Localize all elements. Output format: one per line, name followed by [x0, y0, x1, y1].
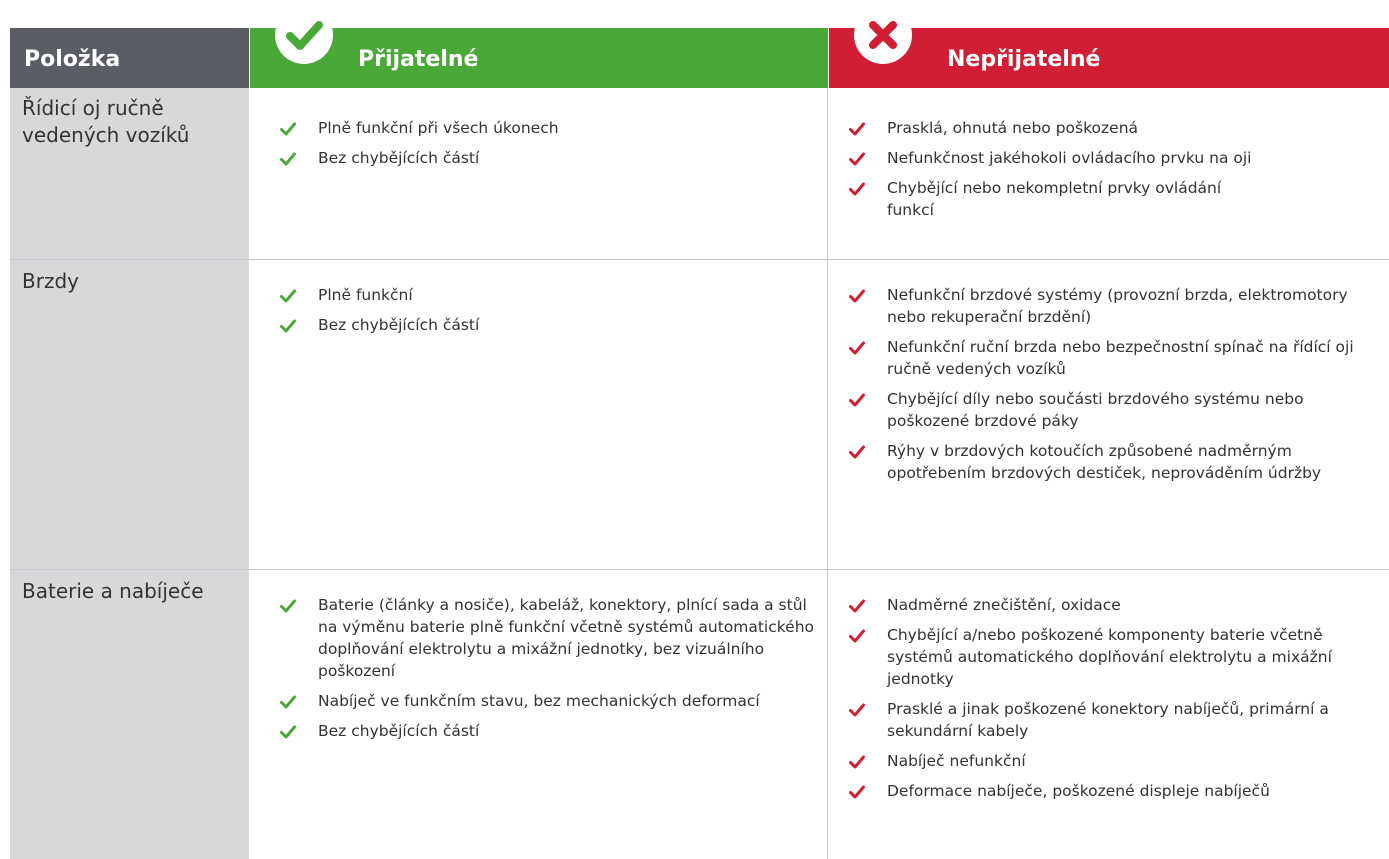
list-item: Rýhy v brzdových kotoučích způsobené nadměrným opotřebením brzdových destiček, neprováděním údržby: [849, 440, 1367, 484]
list-item: Prasklé a jinak poškozené konektory nabíječů, primární a sekundární kabely: [849, 698, 1387, 742]
check-icon: [849, 287, 865, 301]
check-icon: [280, 317, 296, 331]
check-icon: [849, 443, 865, 457]
row-item-name: Baterie a nabíječe: [22, 579, 204, 603]
inspection-table: [10, 28, 1389, 859]
header-acceptable-label: Přijatelné: [358, 47, 479, 72]
list-item: Nabíječ ve funkčním stavu, bez mechanických deformací: [280, 690, 788, 712]
check-icon: [849, 180, 865, 194]
list-item: Nefunkční brzdové systémy (provozní brzda, elektromotory nebo rekuperační brzdění): [849, 284, 1357, 328]
header-acceptable-cell: [250, 28, 828, 88]
list-item: Chybějící a/nebo poškozené komponenty baterie včetně systémů automatického doplňování elektrolytu a mixážní jednotky: [849, 624, 1387, 690]
row-divider: [10, 569, 1389, 570]
unacceptable-list: [849, 117, 1349, 229]
check-icon: [849, 701, 865, 715]
acceptable-list: [280, 284, 820, 344]
check-icon: [849, 627, 865, 641]
check-icon: [280, 120, 296, 134]
check-icon: [849, 783, 865, 797]
list-item: Chybějící nebo nekompletní prvky ovládání funkcí: [849, 177, 1267, 221]
check-icon: [849, 339, 865, 353]
check-icon: [280, 597, 296, 611]
acceptable-list: [280, 117, 820, 177]
header-item-cell: [10, 28, 249, 88]
check-circle-icon: [275, 6, 333, 64]
check-icon: [280, 287, 296, 301]
list-item: Baterie (články a nosiče), kabeláž, konektory, plnící sada a stůl na výměnu baterie plně funkční včetně systémů automatického doplňování elektrolytu a mixážní jednotky, bez vizuálního poškození: [280, 594, 820, 682]
check-icon: [849, 391, 865, 405]
list-item: Nefunkčnost jakéhokoli ovládacího prvku na oji: [849, 147, 1349, 169]
list-item: Chybějící díly nebo součásti brzdového systému nebo poškozené brzdové páky: [849, 388, 1387, 432]
list-item: Bez chybějících částí: [280, 147, 820, 169]
check-icon: [849, 597, 865, 611]
check-icon: [280, 723, 296, 737]
row-divider: [10, 259, 1389, 260]
list-item: Nabíječ nefunkční: [849, 750, 1349, 772]
check-icon: [280, 693, 296, 707]
x-circle-icon: [854, 6, 912, 64]
header-item-label: Položka: [24, 47, 121, 72]
list-item: Bez chybějících částí: [280, 720, 820, 742]
list-item: Prasklá, ohnutá nebo poškozená: [849, 117, 1349, 139]
row-item-name: Brzdy: [22, 269, 79, 293]
list-item: Plně funkční: [280, 284, 820, 306]
list-item: Bez chybějících částí: [280, 314, 820, 336]
item-column: [10, 88, 249, 859]
header-unacceptable-label: Nepřijatelné: [947, 47, 1101, 72]
row-item-name: Řídicí oj ručně vedených vozíků: [22, 96, 190, 147]
list-item: Deformace nabíječe, poškozené displeje nabíječů: [849, 780, 1349, 802]
column-divider: [827, 88, 828, 859]
acceptable-list: [280, 594, 820, 750]
list-item: Nefunkční ruční brzda nebo bezpečnostní spínač na řídící oji ručně vedených vozíků: [849, 336, 1357, 380]
check-icon: [849, 753, 865, 767]
header-unacceptable-cell: [829, 28, 1389, 88]
check-icon: [849, 120, 865, 134]
check-icon: [849, 150, 865, 164]
unacceptable-list: [849, 594, 1349, 810]
list-item: Plně funkční při všech úkonech: [280, 117, 820, 139]
list-item: Nadměrné znečištění, oxidace: [849, 594, 1349, 616]
check-icon: [280, 150, 296, 164]
unacceptable-list: [849, 284, 1354, 492]
